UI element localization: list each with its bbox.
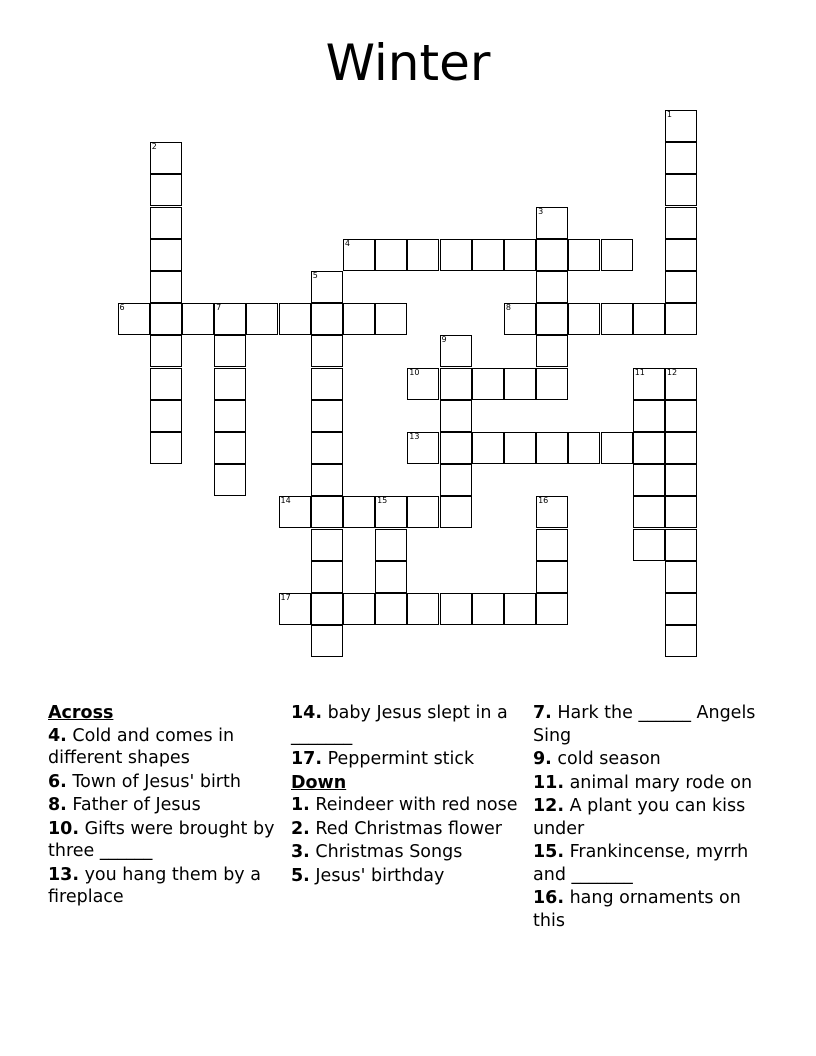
clue-text: Father of Jesus: [66, 795, 201, 815]
crossword-cell[interactable]: [633, 529, 665, 561]
crossword-cell[interactable]: [279, 496, 311, 528]
clue-number: 7.: [533, 703, 552, 723]
crossword-cell[interactable]: [311, 529, 343, 561]
crossword-cell[interactable]: [504, 432, 536, 464]
crossword-cell[interactable]: [633, 303, 665, 335]
crossword-cell[interactable]: [375, 303, 407, 335]
crossword-cell[interactable]: [311, 464, 343, 496]
cell-number: 3: [538, 206, 544, 216]
crossword-cell[interactable]: [214, 335, 246, 367]
clue-item: [291, 818, 519, 841]
crossword-cell[interactable]: [214, 400, 246, 432]
crossword-cell[interactable]: [407, 432, 439, 464]
crossword-cell[interactable]: [375, 496, 407, 528]
crossword-cell[interactable]: [536, 496, 568, 528]
crossword-cell[interactable]: [536, 335, 568, 367]
clue-item: [48, 818, 276, 863]
crossword-cell[interactable]: [665, 368, 697, 400]
crossword-cell[interactable]: [665, 303, 697, 335]
crossword-cell[interactable]: [504, 239, 536, 271]
crossword-cell[interactable]: [214, 432, 246, 464]
cell-number: 1: [666, 110, 672, 119]
crossword-cell[interactable]: [150, 239, 182, 271]
clue-number: 1.: [291, 795, 310, 815]
crossword-cell[interactable]: [601, 432, 633, 464]
clue-number: 2.: [291, 818, 310, 839]
crossword-cell[interactable]: [311, 496, 343, 528]
clue-item: [533, 795, 765, 840]
crossword-cell[interactable]: [407, 368, 439, 400]
crossword-cell[interactable]: [665, 207, 697, 239]
clue-item: [291, 841, 519, 864]
cell-number: 17: [280, 593, 291, 602]
crossword-cell[interactable]: [343, 496, 375, 528]
clue-item: [48, 864, 276, 909]
crossword-cell[interactable]: [568, 303, 600, 335]
crossword-cell[interactable]: [633, 432, 665, 464]
across-clue-list: [48, 725, 276, 909]
crossword-cell[interactable]: [246, 303, 278, 335]
clue-number: 10.: [48, 818, 80, 839]
crossword-cell[interactable]: [150, 303, 182, 335]
crossword-cell[interactable]: [375, 561, 407, 593]
crossword-cell[interactable]: [343, 593, 375, 625]
clue-number: 3.: [291, 842, 310, 862]
crossword-cell[interactable]: [343, 303, 375, 335]
clue-text: Gifts were brought by three ______: [48, 818, 275, 861]
cell-number: 5: [312, 271, 318, 280]
clue-number: 13.: [48, 864, 80, 885]
clue-text: cold season: [551, 749, 661, 769]
crossword-cell[interactable]: [279, 593, 311, 625]
crossword-cell[interactable]: [665, 432, 697, 464]
crossword-cell[interactable]: [665, 496, 697, 528]
crossword-cell[interactable]: [311, 271, 343, 303]
clue-item: [533, 748, 765, 771]
crossword-cell[interactable]: [665, 625, 697, 657]
cell-number: 16: [538, 496, 549, 506]
crossword-cell[interactable]: [150, 207, 182, 239]
crossword-cell[interactable]: [633, 496, 665, 528]
crossword-cell[interactable]: [279, 303, 311, 335]
crossword-cell[interactable]: [536, 593, 568, 625]
crossword-cell[interactable]: [504, 368, 536, 400]
cell-number: 7: [216, 303, 222, 313]
crossword-cell[interactable]: [407, 593, 439, 625]
clue-text: you hang them by a fireplace: [48, 864, 261, 907]
crossword-cell[interactable]: [536, 207, 568, 239]
clue-text: A plant you can kiss under: [533, 796, 746, 839]
crossword-cell[interactable]: [665, 142, 697, 174]
crossword-cell[interactable]: [150, 335, 182, 367]
clue-column-1: [48, 702, 276, 910]
clue-item: [291, 794, 519, 817]
clue-number: 15.: [533, 842, 565, 862]
down-clue-list: [291, 794, 519, 887]
crossword-cell[interactable]: [472, 593, 504, 625]
crossword-cell[interactable]: [536, 561, 568, 593]
crossword-cell[interactable]: [665, 593, 697, 625]
crossword-cell[interactable]: [118, 303, 150, 335]
crossword-cell[interactable]: [375, 593, 407, 625]
crossword-cell[interactable]: [472, 432, 504, 464]
clue-number: 12.: [533, 796, 565, 816]
crossword-cell[interactable]: [665, 561, 697, 593]
crossword-cell[interactable]: [150, 271, 182, 303]
puzzle-title: Winter: [325, 34, 491, 92]
across-heading: Across: [48, 703, 114, 723]
clue-text: Frankincense, myrrh and _______: [533, 842, 749, 885]
crossword-cell[interactable]: [665, 174, 697, 206]
crossword-cell[interactable]: [407, 239, 439, 271]
crossword-cell[interactable]: [150, 432, 182, 464]
clue-item: [48, 725, 276, 770]
crossword-cell[interactable]: [633, 400, 665, 432]
clue-item: [533, 887, 765, 932]
cell-number: 12: [666, 367, 678, 377]
crossword-cell[interactable]: [440, 400, 472, 432]
crossword-cell[interactable]: [601, 303, 633, 335]
crossword-cell[interactable]: [440, 496, 472, 528]
crossword-cell[interactable]: [568, 432, 600, 464]
cell-number: 11: [634, 367, 645, 377]
crossword-cell[interactable]: [601, 239, 633, 271]
crossword-cell[interactable]: [536, 432, 568, 464]
clue-text: Red Christmas flower: [309, 818, 503, 839]
clue-number: 8.: [48, 795, 67, 815]
clue-number: 5.: [291, 865, 310, 886]
crossword-cell[interactable]: [472, 368, 504, 400]
clue-number: 16.: [533, 888, 565, 908]
clue-number: 6.: [48, 771, 67, 792]
crossword-cell[interactable]: [633, 464, 665, 496]
cell-number: 9: [441, 335, 447, 345]
cell-number: 10: [409, 367, 420, 377]
clue-text: baby Jesus slept in a _______: [291, 703, 508, 746]
crossword-cell[interactable]: [311, 400, 343, 432]
cell-number: 4: [344, 238, 350, 248]
crossword-cell[interactable]: [214, 464, 246, 496]
crossword-cell[interactable]: [440, 464, 472, 496]
crossword-cell[interactable]: [440, 368, 472, 400]
cell-number: 6: [119, 303, 125, 313]
cell-number: 2: [151, 142, 157, 152]
crossword-cell[interactable]: [536, 239, 568, 271]
crossword-cell[interactable]: [665, 239, 697, 271]
clue-item: [533, 772, 765, 795]
clue-text: Jesus' birthday: [309, 865, 445, 886]
crossword-cell[interactable]: [536, 529, 568, 561]
crossword-cell[interactable]: [311, 368, 343, 400]
crossword-cell[interactable]: [665, 464, 697, 496]
down-clue-list-continued: [533, 702, 765, 932]
crossword-cell[interactable]: [536, 303, 568, 335]
crossword-cell[interactable]: [633, 368, 665, 400]
clue-text: Peppermint stick: [322, 749, 475, 769]
clue-text: hang ornaments on this: [533, 888, 741, 931]
clue-text: Town of Jesus' birth: [66, 771, 241, 792]
crossword-cell[interactable]: [311, 561, 343, 593]
crossword-cell[interactable]: [150, 174, 182, 206]
crossword-cell[interactable]: [665, 271, 697, 303]
clue-item: [291, 748, 519, 771]
crossword-cell[interactable]: [311, 625, 343, 657]
crossword-cell[interactable]: [343, 239, 375, 271]
clue-text: Hark the ______ Angels Sing: [533, 703, 756, 746]
crossword-cell[interactable]: [665, 110, 697, 142]
cell-number: 14: [280, 496, 291, 506]
crossword-cell[interactable]: [150, 368, 182, 400]
crossword-cell[interactable]: [375, 239, 407, 271]
crossword-cell[interactable]: [375, 529, 407, 561]
clue-item: [48, 771, 276, 794]
crossword-cell[interactable]: [472, 239, 504, 271]
crossword-cell[interactable]: [440, 239, 472, 271]
clue-number: 4.: [48, 725, 67, 746]
cell-number: 8: [505, 303, 511, 313]
clue-number: 14.: [291, 703, 323, 723]
cell-number: 15: [377, 496, 388, 506]
crossword-cell[interactable]: [536, 271, 568, 303]
crossword-cell[interactable]: [536, 368, 568, 400]
clue-text: animal mary rode on: [564, 772, 753, 793]
crossword-cell[interactable]: [150, 400, 182, 432]
crossword-cell[interactable]: [440, 335, 472, 367]
clue-number: 11.: [533, 772, 565, 793]
clue-item: [533, 702, 765, 747]
clue-text: Cold and comes in different shapes: [48, 725, 235, 768]
clue-column-2: [291, 702, 519, 888]
clue-item: [533, 841, 765, 886]
across-clue-list-continued: [291, 702, 519, 771]
crossword-cell[interactable]: [665, 400, 697, 432]
clue-text: Christmas Songs: [309, 842, 463, 862]
clue-item: [291, 702, 519, 747]
clue-item: [48, 794, 276, 817]
clue-number: 9.: [533, 749, 552, 769]
crossword-cell[interactable]: [311, 593, 343, 625]
down-heading: Down: [291, 772, 347, 793]
crossword-cell[interactable]: [214, 303, 246, 335]
crossword-cell[interactable]: [311, 432, 343, 464]
clue-item: [291, 865, 519, 888]
clue-number: 17.: [291, 749, 323, 769]
crossword-cell[interactable]: [182, 303, 214, 335]
crossword-cell[interactable]: [150, 142, 182, 174]
crossword-cell[interactable]: [311, 335, 343, 367]
crossword-cell[interactable]: [665, 529, 697, 561]
crossword-cell[interactable]: [504, 593, 536, 625]
crossword-cell[interactable]: [568, 239, 600, 271]
crossword-cell[interactable]: [440, 432, 472, 464]
crossword-cell[interactable]: [504, 303, 536, 335]
clue-column-3: [533, 702, 765, 933]
crossword-cell[interactable]: [440, 593, 472, 625]
cell-number: 13: [409, 432, 420, 441]
crossword-cell[interactable]: [311, 303, 343, 335]
clue-text: Reindeer with red nose: [309, 795, 518, 815]
crossword-cell[interactable]: [214, 368, 246, 400]
crossword-cell[interactable]: [407, 496, 439, 528]
